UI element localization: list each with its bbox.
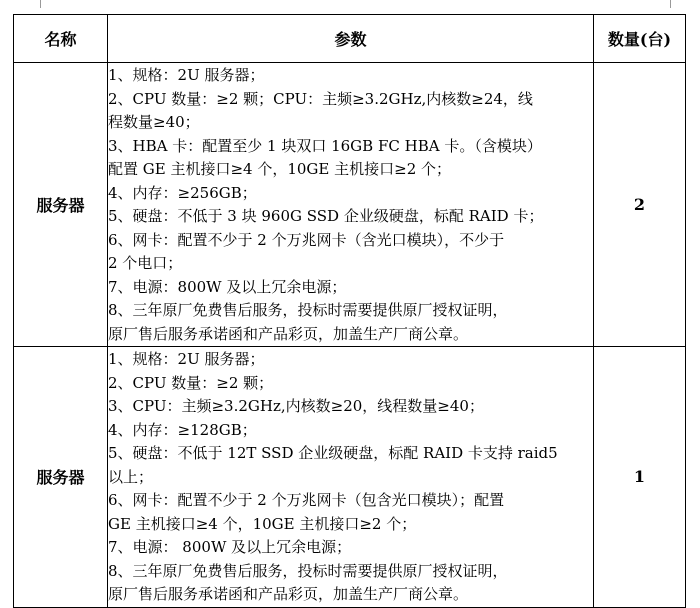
param-line: 2 个电口； [108,254,183,272]
row-params [108,63,594,347]
param-line: 配置 GE 主机接口≥4 个，10GE 主机接口≥2 个； [108,160,452,178]
param-line: 8、三年原厂免费售后服务，投标时需要提供原厂授权证明， [108,301,508,319]
param-line: 7、电源： 800W 及以上冗余电源； [108,538,352,556]
row-name: 服务器 [14,347,108,608]
row-name: 服务器 [14,63,108,347]
param-line: 3、CPU：主频≥3.2GHz,内核数≥20，线程数量≥40； [108,397,484,415]
param-line: 8、三年原厂免费售后服务，投标时需要提供原厂授权证明， [108,561,508,580]
row-qty: 2 [594,63,686,347]
param-line: 以上； [108,467,154,486]
param-line: 4、内存：≥256GB； [108,183,257,202]
header-qty: 数量(台) [594,15,686,63]
header-name: 名称 [14,15,108,63]
spec-table [13,14,686,608]
param-line: 2、CPU 数量：≥2 颗；CPU：主频≥3.2GHz,内核数≥24，线 [108,89,533,108]
margin-mark-left [40,0,41,8]
row-params [108,347,594,608]
table-row [14,63,686,347]
param-line: 1、规格：2U 服务器； [108,66,265,84]
param-line: 程数量≥40； [108,113,200,131]
param-line: 7、电源：800W 及以上冗余电源； [108,277,347,296]
margin-mark-right [670,0,671,8]
param-line: 5、硬盘：不低于 12T SSD 企业级硬盘，标配 RAID 卡支持 raid5 [108,444,558,462]
param-line: 4、内存：≥128GB； [108,420,257,439]
param-line: 原厂售后服务承诺函和产品彩页，加盖生产厂商公章。 [108,585,469,603]
param-line: 6、网卡：配置不少于 2 个万兆网卡（含光口模块），不少于 [108,230,505,249]
param-line: GE 主机接口≥4 个，10GE 主机接口≥2 个； [108,514,417,533]
param-line: 3、HBA 卡：配置至少 1 块双口 16GB FC HBA 卡。（含模块） [108,136,542,155]
param-line: 6、网卡：配置不少于 2 个万兆网卡（包含光口模块）；配置 [108,491,505,509]
row-qty: 1 [594,347,686,608]
param-line: 2、CPU 数量：≥2 颗； [108,373,274,392]
table-row [14,347,686,608]
header-params: 参数 [108,15,594,63]
header-row [14,15,686,63]
param-line: 1、规格：2U 服务器； [108,350,265,368]
param-line: 5、硬盘：不低于 3 块 960G SSD 企业级硬盘，标配 RAID 卡； [108,207,544,225]
param-line: 原厂售后服务承诺函和产品彩页，加盖生产厂商公章。 [108,324,469,343]
